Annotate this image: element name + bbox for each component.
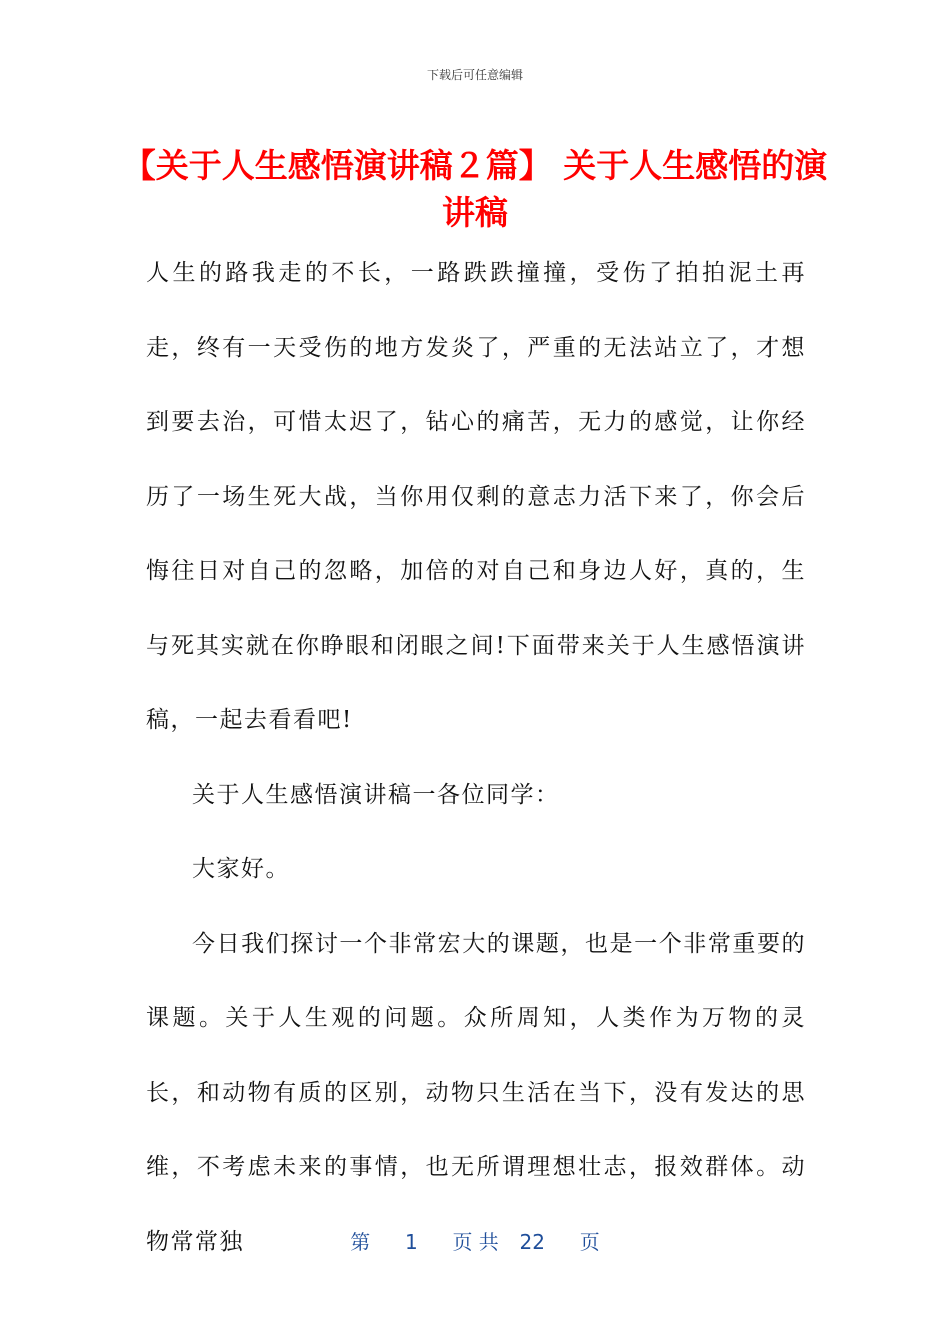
paragraph-body: 今日我们探讨一个非常宏大的课题，也是一个非常重要的课题。关于人生观的问题。众所周知，人类作为万物的灵长，和动物有质的区别，动物只生活在当下，没有发达的思维，不考虑未来的事情，也无所谓理想壮志，报效群体。动物常常独 [146,930,806,1255]
footer-label-di: 第 [350,1230,371,1254]
document-body [146,236,806,1279]
footer-page-current: 1 [405,1230,418,1254]
footer-label-ye-gong: 页 共 [452,1230,499,1254]
paragraph-greeting: 大家好。 [192,856,290,882]
footer-page-total: 22 [519,1230,545,1254]
paragraph-heading: 关于人生感悟演讲稿一各位同学： [192,781,560,808]
paragraph-intro: 人生的路我走的不长，一路跌跌撞撞，受伤了拍拍泥土再走，终有一天受伤的地方发炎了，严重的无法站立了，才想到要去治，可惜太迟了，钻心的痛苦，无力的感觉，让你经历了一场生死大战，当你用仅剩的意志力活下来了，你会后悔往日对自己的忽略，加倍的对自己和身边人好，真的，生与死其实就在你睁眼和闭眼之间!下面带来关于人生感悟演讲稿，一起去看看吧! [146,260,806,733]
document-title: 【关于人生感悟演讲稿２篇】 关于人生感悟的演讲稿 [122,146,828,232]
header-note: 下载后可任意编辑 [426,68,523,82]
footer-label-ye: 页 [579,1230,600,1254]
page-footer [0,1226,950,1255]
